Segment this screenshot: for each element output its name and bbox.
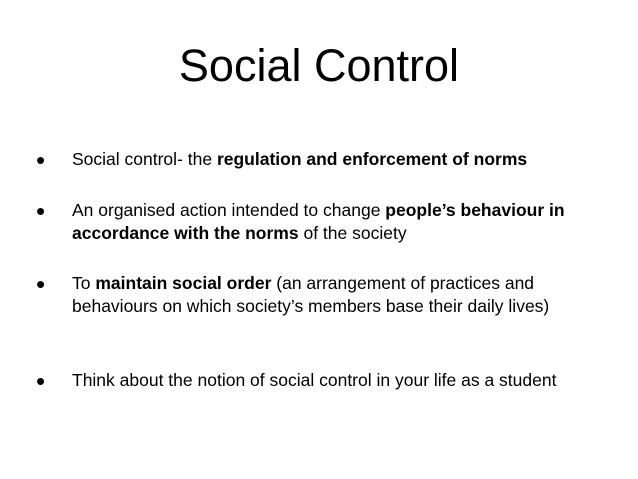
bullet-text (72, 199, 592, 245)
text-run: To (72, 273, 96, 293)
bullet-dot-icon: • (36, 269, 46, 299)
bullet-dot-icon: • (36, 196, 46, 226)
bullet-dot-icon: • (36, 145, 46, 175)
bold-text-run: regulation and enforcement of norms (216, 149, 528, 169)
text-run: (an arrangement of practices and behaviours on which society’s members base their daily lives) (72, 273, 550, 316)
slide-title: Social Control (178, 40, 460, 91)
bold-text-run: people’s behaviour in accordance with the norms (72, 200, 565, 243)
text-run: Social control- the (72, 149, 217, 169)
text-run: Think about the notion of social control in your life as a student (72, 370, 557, 390)
bullet-text (72, 272, 592, 318)
bullet-text (72, 369, 592, 392)
text-run: An organised action intended to change (72, 200, 386, 220)
text-run: of the society (298, 223, 407, 243)
bullet-dot-icon: • (36, 366, 46, 396)
bullet-text (72, 148, 592, 171)
bold-text-run: maintain social order (95, 273, 272, 293)
